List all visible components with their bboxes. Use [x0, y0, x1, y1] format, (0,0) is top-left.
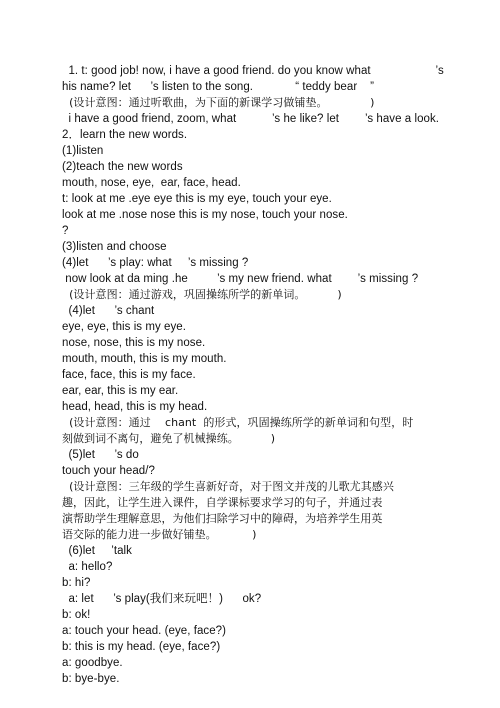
text-line: 语交际的能力进一步做好铺垫。 ): [62, 528, 257, 541]
text-line: look at me .nose nose this is my nose, touch your nose.: [62, 209, 348, 221]
text-line: a: goodbye.: [62, 657, 123, 669]
text-line: (设计意图：通过游戏，巩固操练所学的新单词。 ): [62, 288, 342, 301]
text-line: 刻做到词不离句，避免了机械操练。 ): [62, 432, 276, 445]
text-line: face, face, this is my face.: [62, 369, 196, 381]
text-line: b: ok!: [62, 609, 91, 621]
text-line: 趣，因此，让学生进入课件，自学课标要求学习的句子，并通过表: [62, 496, 383, 509]
text-line: (5)let ’s do: [62, 449, 139, 461]
text-line: 演帮助学生理解意思，为他们扫除学习中的障碍，为培养学生用英: [62, 512, 383, 525]
text-line: a: hello?: [62, 561, 113, 573]
text-line: his name? let ’s listen to the song. “ teddy bear ”: [62, 81, 375, 93]
text-line: (3)listen and choose: [62, 241, 167, 253]
text-line: (4)let ’s chant: [62, 305, 155, 317]
text-line: (设计意图：通过听歌曲，为下面的新课学习做铺垫。 ): [62, 96, 375, 109]
text-line: a: let ’s play(我们来玩吧！) ok?: [62, 593, 262, 605]
text-line: touch your head/?: [62, 465, 155, 477]
text-line: (设计意图：通过 chant 的形式，巩固操练所学的新单词和句型，时: [62, 416, 414, 429]
text-line: (1)listen: [62, 145, 104, 157]
text-line: (设计意图：三年级的学生喜新好奇，对于图文并茂的儿歌尤其感兴: [62, 480, 394, 493]
text-line: b: this is my head. (eye, face?): [62, 641, 221, 653]
text-line: (2)teach the new words: [62, 161, 183, 173]
text-line: t: look at me .eye eye this is my eye, touch your eye.: [62, 193, 332, 205]
text-line: i have a good friend, zoom, what ’s he like? let ’s have a look.: [62, 113, 440, 125]
text-line: nose, nose, this is my nose.: [62, 337, 206, 349]
text-line: (4)let ’s play: what ’s missing ?: [62, 257, 249, 269]
text-line: eye, eye, this is my eye.: [62, 321, 186, 333]
text-line: head, head, this is my head.: [62, 401, 208, 413]
text-line: b: bye-bye.: [62, 673, 120, 685]
text-line: 2．learn the new words.: [62, 129, 188, 141]
text-line: ?: [62, 225, 69, 237]
text-line: now look at da ming .he ’s my new friend. what ’s missing ?: [62, 273, 419, 285]
text-line: b: hi?: [62, 577, 91, 589]
text-line: ear, ear, this is my ear.: [62, 385, 179, 397]
text-line: 1. t: good job! now, i have a good friend. do you know what ’s: [62, 65, 444, 77]
text-line: (6)let ’talk: [62, 545, 132, 557]
text-line: mouth, nose, eye, ear, face, head.: [62, 177, 241, 189]
text-line: mouth, mouth, this is my mouth.: [62, 353, 227, 365]
text-line: a: touch your head. (eye, face?): [62, 625, 226, 637]
